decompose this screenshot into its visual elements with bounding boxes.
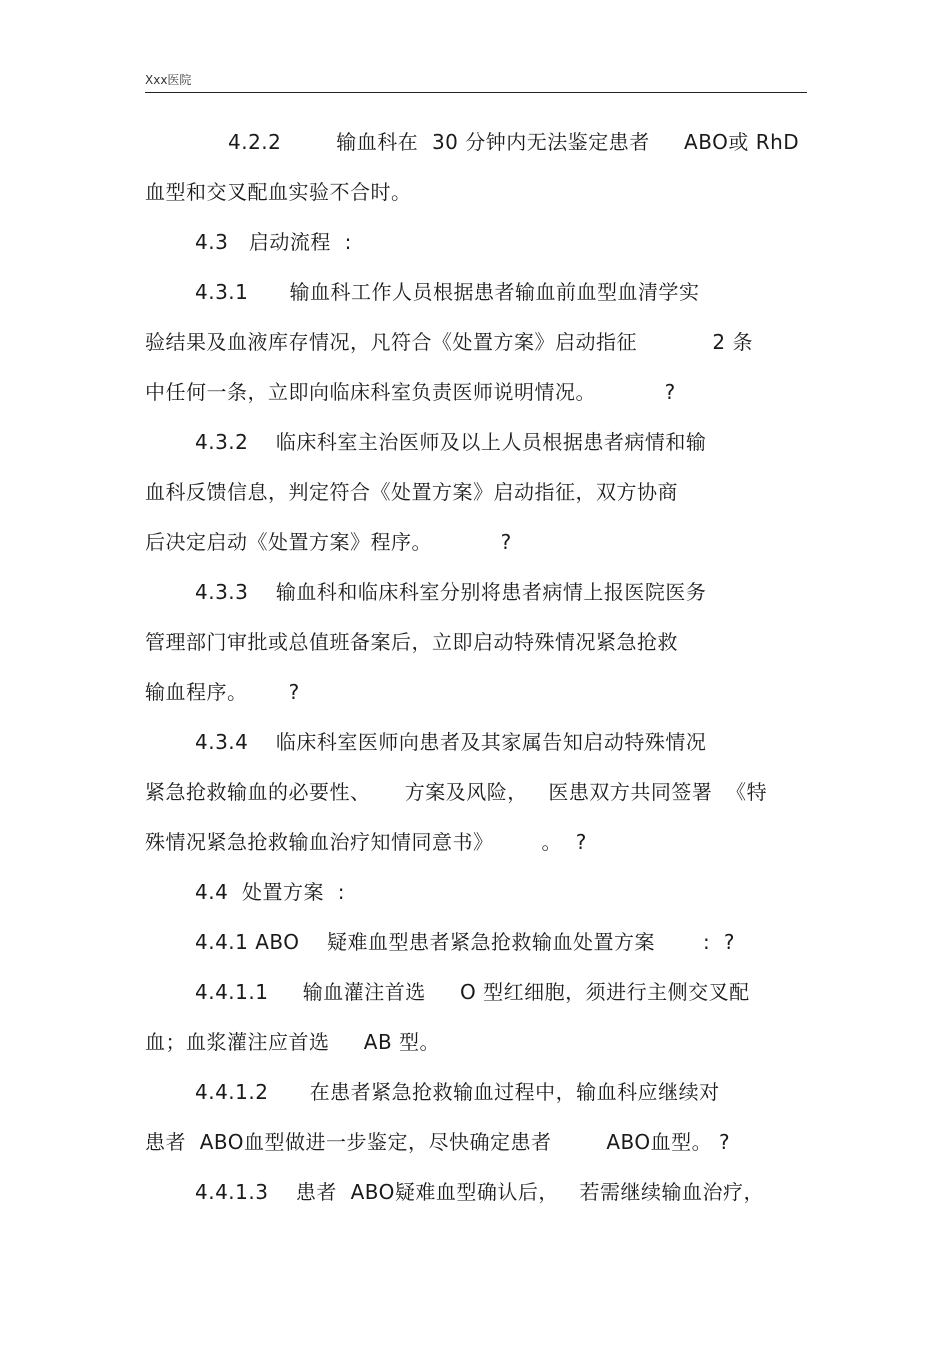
text-line: 4.4 处置方案 :: [195, 880, 345, 904]
text-line: 紧急抢救输血的必要性、 方案及风险， 医患双方共同签署 《特: [145, 780, 768, 804]
text-line: 4.4.1.2 在患者紧急抢救输血过程中，输血科应继续对: [195, 1080, 720, 1104]
text-line: 验结果及血液库存情况，凡符合《处置方案》启动指征 2 条: [145, 330, 754, 354]
text-line: 4.4.1.1 输血灌注首选 O 型红细胞，须进行主侧交叉配: [195, 980, 750, 1004]
text-line: 管理部门审批或总值班备案后，立即启动特殊情况紧急抢救: [145, 630, 678, 654]
text-line: 患者 ABO血型做进一步鉴定，尽快确定患者 ABO血型。 ?: [145, 1130, 731, 1154]
text-line: 4.4.1.3 患者 ABO疑难血型确认后， 若需继续输血治疗，: [195, 1180, 764, 1204]
text-line: 4.4.1 ABO 疑难血型患者紧急抢救输血处置方案 : ?: [195, 930, 736, 954]
text-line: 4.3.1 输血科工作人员根据患者输血前血型血清学实: [195, 280, 700, 304]
text-line: 4.3.4 临床科室医师向患者及其家属告知启动特殊情况: [195, 730, 707, 754]
text-line: 4.3.3 输血科和临床科室分别将患者病情上报医院医务: [195, 580, 707, 604]
header-divider: [145, 92, 807, 93]
text-line: 血科反馈信息，判定符合《处置方案》启动指征，双方协商: [145, 480, 678, 504]
text-line: 4.2.2 输血科在 30 分钟内无法鉴定患者 ABO或 RhD: [228, 130, 800, 154]
text-line: 后决定启动《处置方案》程序。 ?: [145, 530, 512, 554]
text-line: 中任何一条，立即向临床科室负责医师说明情况。 ?: [145, 380, 676, 404]
header-hospital-name: Xxx医院: [145, 73, 192, 87]
text-line: 4.3 启动流程 :: [195, 230, 352, 254]
text-line: 输血程序。 ?: [145, 680, 300, 704]
text-line: 血型和交叉配血实验不合时。: [145, 180, 412, 204]
text-line: 血；血浆灌注应首选 AB 型。: [145, 1030, 441, 1054]
text-line: 4.3.2 临床科室主治医师及以上人员根据患者病情和输: [195, 430, 707, 454]
text-line: 殊情况紧急抢救输血治疗知情同意书》 。 ?: [145, 830, 587, 854]
